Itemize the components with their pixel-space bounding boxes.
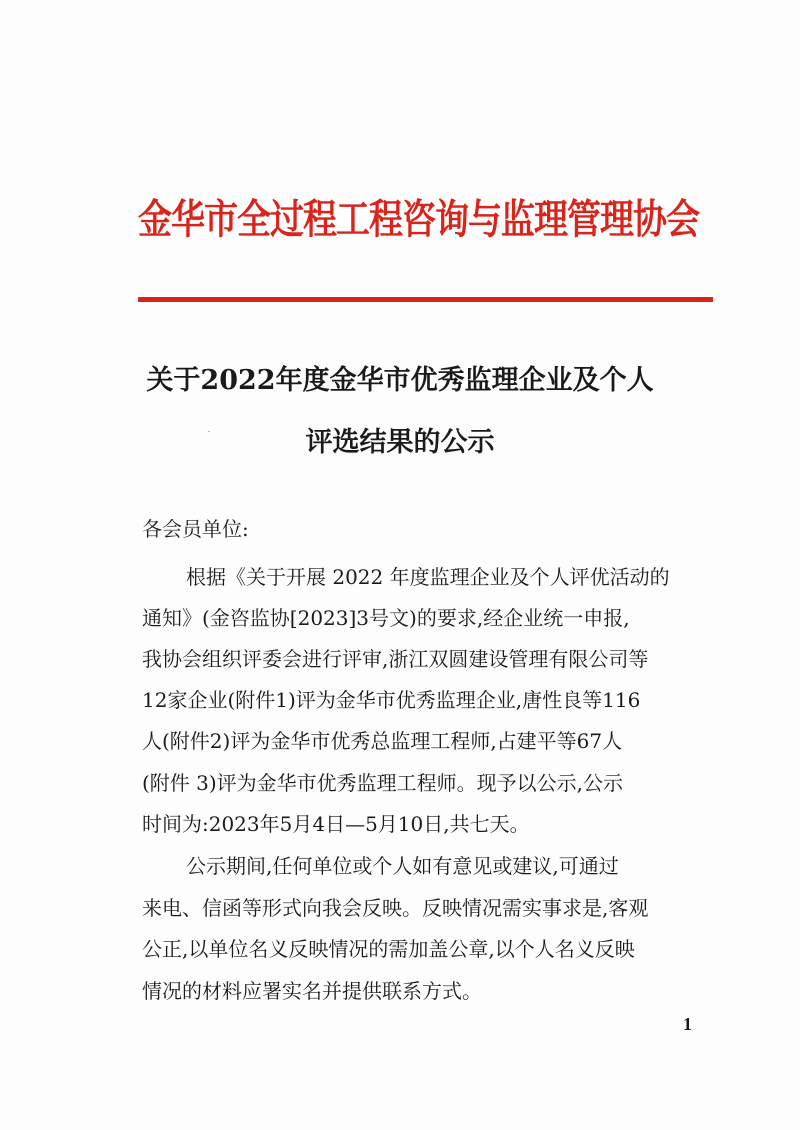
document-title-line-2: 评选结果的公示: [305, 427, 495, 458]
body-line: 根据《关于开展 2022 年度监理企业及个人评优活动的: [186, 565, 670, 589]
salutation: 各会员单位:: [142, 517, 249, 541]
body-line: 我协会组织评委会进行评审,浙江双圆建设管理有限公司等: [142, 647, 649, 671]
letterhead-org-name: 金华市全过程工程咨询与监理管理协会: [138, 196, 699, 244]
body-line: 人(附件2)评为金华市优秀总监理工程师,占建平等67人: [142, 729, 623, 753]
document-title-line-1: 关于2022年度金华市优秀监理企业及个人: [146, 365, 654, 396]
body-line: 公示期间,任何单位或个人如有意见或建议,可通过: [186, 854, 619, 878]
body-line: 时间为:2023年5月4日—5月10日,共七天。: [142, 812, 530, 836]
body-line: 来电、信函等形式向我会反映。反映情况需实事求是,客观: [142, 896, 649, 920]
body-line: 通知》(金咨监协[2023]3号文)的要求,经企业统一申报,: [142, 606, 630, 630]
body-line: 12家企业(附件1)评为金华市优秀监理企业,唐性良等116: [142, 688, 641, 712]
body-line: 情况的材料应署实名并提供联系方式。: [142, 979, 482, 1003]
letterhead-red-rule: [138, 297, 713, 302]
page-number: 1: [683, 1014, 692, 1034]
body-line: (附件 3)评为金华市优秀监理工程师。现予以公示,公示: [142, 771, 624, 795]
body-line: 公正,以单位名义反映情况的需加盖公章,以个人名义反映: [142, 937, 635, 961]
